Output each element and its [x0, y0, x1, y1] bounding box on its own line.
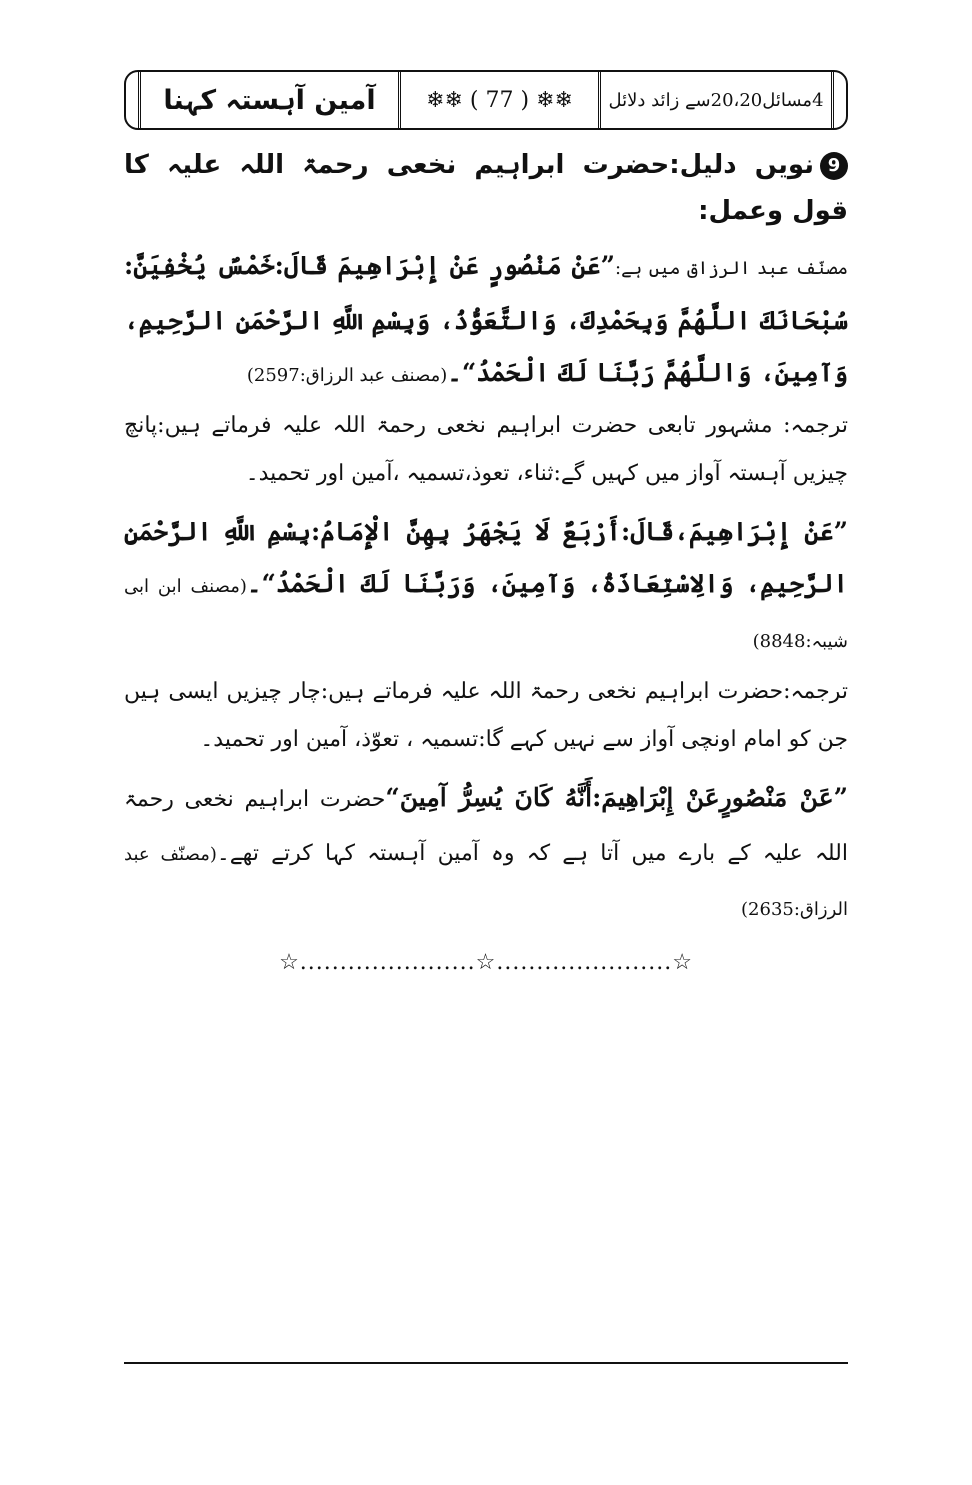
- paragraph-2-reference: (مصنف ابن ابی شیبہ:8848): [124, 576, 848, 652]
- paragraph-3-arabic: ”عَنْ مَنْصُورٍعَنْ إِبْرَاهِيمَ:أَنَّهُ كَانَ يُسِرُّ آمِينَ“: [385, 783, 848, 812]
- paragraph-1-arabic: ”عَنْ مَنْصُورٍ عَنْ إِبْرَاهِيمَ قَالَ:خَمْسٌ يُخْفِيَنَّ: سُبْحَانَكَ اللَّهُمَّ وَبِحَمْدِكَ، وَالتَّعَوُّذُ، وَبِسْمِ اللَّهِ الرَّحْمَنِ الرَّحِيمِ، وَآمِينَ، وَاللَّهُمَّ رَبَّنَا لَكَ الْحَمْدُ“۔: [124, 251, 848, 387]
- translation-1: ترجمہ: مشہور تابعی حضرت ابراہیم نخعی رحمۃ اللہ علیہ فرماتے ہیں:پانچ چیزیں آہستہ آواز میں کہیں گے:ثناء، تعوذ،تسمیہ ،آمین اور تحمید۔: [124, 413, 848, 486]
- paragraph-3-urdu: حضرت ابراہیم نخعی رحمۃ اللہ علیہ کے بارے میں آتا ہے کہ وہ آمین آہستہ کہا کرتے تھے۔: [124, 787, 848, 866]
- header-border-right: [831, 72, 846, 128]
- paragraph-2-arabic: ”عَنْ إِبْرَاهِيمَ،قَالَ:أَرْبَعٌ لَا يَجْهَرُ بِهِنَّ الْإِمَامُ:بِسْمِ اللَّهِ الرَّحْمَنِ الرَّحِيمِ، وَالِاسْتِعَاذَةُ، وَآمِينَ، وَرَبَّنَا لَكَ الْحَمْدُ“۔: [124, 517, 848, 598]
- page-content: [124, 142, 848, 975]
- section-divider: ☆......................☆......................☆: [279, 950, 693, 975]
- translation-2: ترجمہ:حضرت ابراہیم نخعی رحمۃ اللہ علیہ فرماتے ہیں:چار چیزیں ایسی ہیں جن کو امام اونچی آواز سے نہیں کہے گا:تسمیہ ، تعوّذ، آمین اور تحمید۔: [124, 679, 848, 752]
- footer-rule: [124, 1362, 848, 1364]
- section-heading-text: نویں دلیل:حضرت ابراہیم نخعی رحمۃ اللہ علیہ کا قول وعمل:: [124, 150, 848, 226]
- paragraph-1-intro: مصنّف عبد الرزاق میں ہے:: [615, 258, 849, 279]
- paragraph-1-reference: (مصنف عبد الرزاق:2597): [246, 365, 448, 386]
- header-border-left: [126, 72, 141, 128]
- section-number-badge: 9: [820, 152, 848, 180]
- header-page-number: ❄❄ ( 77 ) ❄❄: [401, 72, 601, 128]
- section-heading: [124, 142, 848, 234]
- paragraph-1: [124, 240, 848, 402]
- page-header: [124, 70, 848, 130]
- paragraph-2: [124, 506, 848, 668]
- header-title: آمین آہستہ کہنا: [141, 72, 401, 128]
- document-page: [124, 70, 848, 975]
- header-series-title: 4مسائل20،20سے زائد دلائل: [608, 89, 824, 111]
- paragraph-3-reference: (مصنّف عبد الرزاق:2635): [124, 844, 848, 920]
- paragraph-3: [124, 772, 848, 936]
